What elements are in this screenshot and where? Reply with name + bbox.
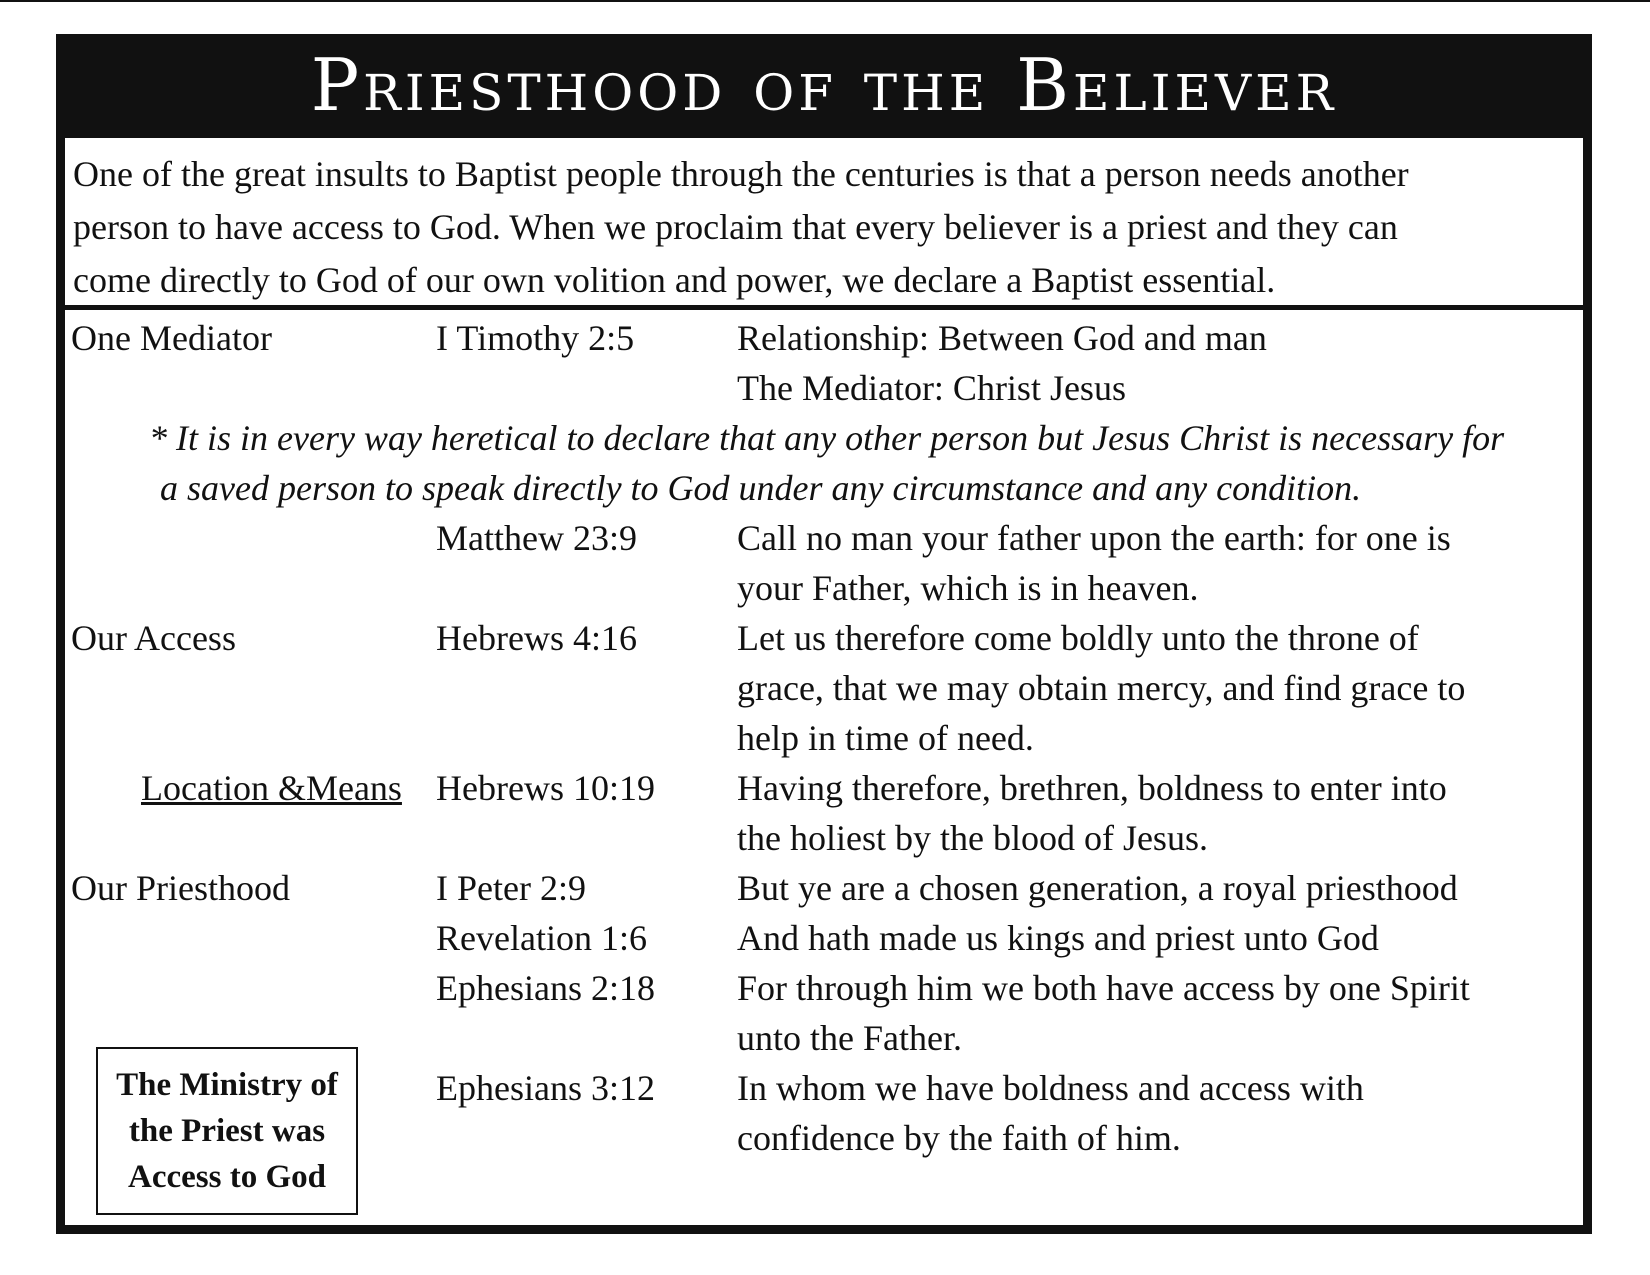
page-title: Priesthood of the Believer xyxy=(310,43,1338,127)
verse-text: Relationship: Between God and man xyxy=(737,318,1267,358)
callout-line: The Ministry of xyxy=(116,1067,338,1103)
intro-line: One of the great insults to Baptist people through the centuries is that a person needs another xyxy=(73,154,1409,194)
verse-text: And hath made us kings and priest unto God xyxy=(737,918,1379,958)
reference-revelation: Revelation 1:6 xyxy=(436,918,647,958)
scripture-table xyxy=(65,310,1583,1225)
intro-line: come directly to God of our own volition and power, we declare a Baptist essential. xyxy=(73,260,1276,300)
ministry-callout-box xyxy=(96,1047,358,1215)
reference-timothy: I Timothy 2:5 xyxy=(436,318,635,358)
verse-text: Having therefore, brethren, boldness to enter into xyxy=(737,768,1447,808)
topic-our-priesthood: Our Priesthood xyxy=(71,868,290,908)
reference-hebrews-4: Hebrews 4:16 xyxy=(436,618,637,658)
reference-matthew: Matthew 23:9 xyxy=(436,518,637,558)
heresy-note-line: * It is in every way heretical to declare that any other person but Jesus Christ is necessary for xyxy=(149,418,1505,458)
reference-ephesians-3: Ephesians 3:12 xyxy=(436,1068,655,1108)
verse-text: the holiest by the blood of Jesus. xyxy=(737,818,1208,858)
verse-text: In whom we have boldness and access with xyxy=(737,1068,1364,1108)
reference-ephesians-2: Ephesians 2:18 xyxy=(436,968,655,1008)
heresy-note-line: a saved person to speak directly to God under any circumstance and any condition. xyxy=(160,468,1362,508)
verse-text: help in time of need. xyxy=(737,718,1034,758)
topic-one-mediator: One Mediator xyxy=(71,318,272,358)
intro-paragraph xyxy=(65,138,1583,305)
intro-line: person to have access to God. When we proclaim that every believer is a priest and they can xyxy=(73,207,1398,247)
top-rule xyxy=(0,0,1650,2)
reference-hebrews-10: Hebrews 10:19 xyxy=(436,768,655,808)
verse-text: But ye are a chosen generation, a royal priesthood xyxy=(737,868,1458,908)
verse-text: For through him we both have access by one Spirit xyxy=(737,968,1470,1008)
verse-text: The Mediator: Christ Jesus xyxy=(737,368,1126,408)
verse-text: Let us therefore come boldly unto the throne of xyxy=(737,618,1419,658)
verse-text: your Father, which is in heaven. xyxy=(737,568,1199,608)
callout-line: Access to God xyxy=(128,1159,326,1195)
topic-our-access: Our Access xyxy=(71,618,236,658)
document-frame xyxy=(56,34,1592,1234)
callout-line: the Priest was xyxy=(128,1113,326,1149)
verse-text: Call no man your father upon the earth: for one is xyxy=(737,518,1451,558)
verse-text: confidence by the faith of him. xyxy=(737,1118,1181,1158)
verse-text: unto the Father. xyxy=(737,1018,962,1058)
topic-location-means: Location &Means xyxy=(141,768,402,808)
verse-text: grace, that we may obtain mercy, and find grace to xyxy=(737,668,1466,708)
reference-peter: I Peter 2:9 xyxy=(436,868,586,908)
